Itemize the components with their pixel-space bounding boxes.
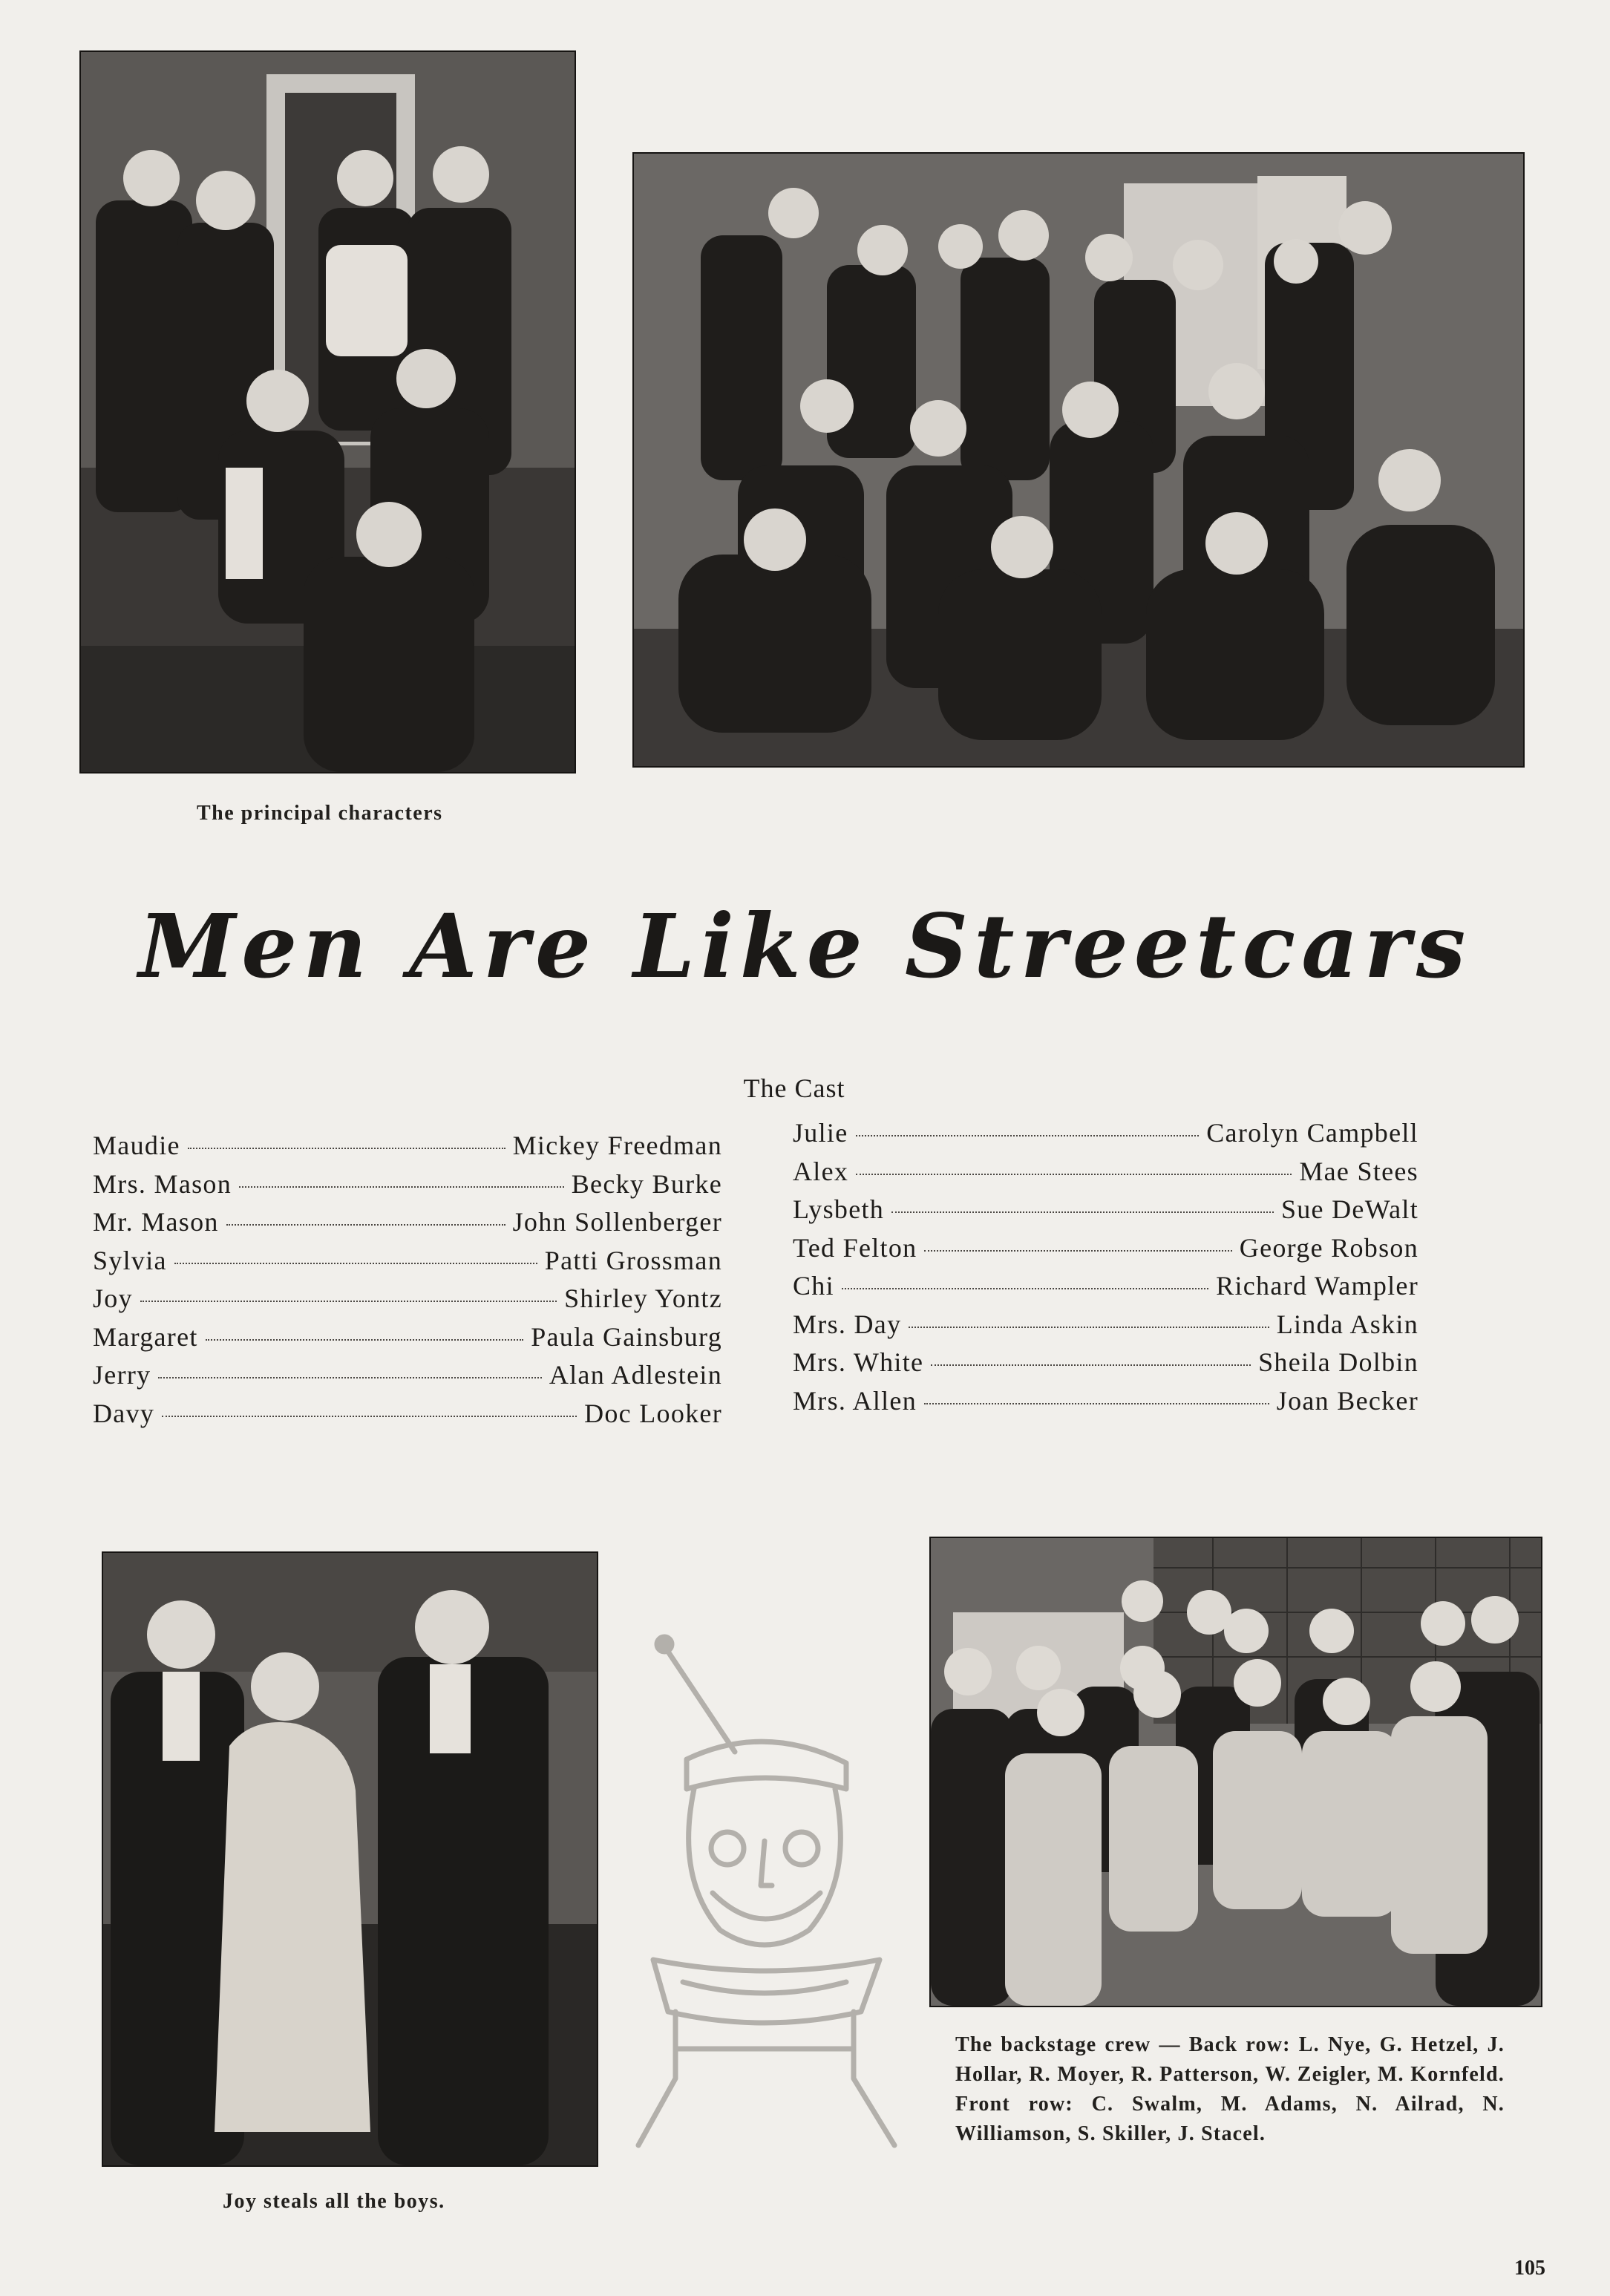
page-title: Men Are Like Streetcars bbox=[138, 894, 1472, 998]
caption-joy-steals-boys: Joy steals all the boys. bbox=[223, 2190, 445, 2213]
cast-row bbox=[793, 1156, 1418, 1194]
photo-backstage-crew-image bbox=[931, 1538, 1541, 2006]
dot-leader bbox=[891, 1211, 1274, 1213]
streetcar-mascot-drawing bbox=[624, 1633, 906, 2153]
cast-row bbox=[793, 1194, 1418, 1232]
cast-role: Jerry bbox=[93, 1360, 151, 1390]
cast-role: Maudie bbox=[93, 1131, 180, 1160]
cast-heading: The Cast bbox=[743, 1073, 845, 1103]
dot-leader bbox=[924, 1250, 1231, 1252]
photo-joy-image bbox=[103, 1553, 597, 2165]
cast-role: Mrs. Mason bbox=[93, 1168, 232, 1199]
cast-actor: Linda Askin bbox=[1276, 1309, 1418, 1339]
dot-leader bbox=[226, 1224, 505, 1226]
photo-principal-characters bbox=[79, 50, 576, 773]
cast-row bbox=[93, 1245, 722, 1283]
photo-joy-steals-boys bbox=[102, 1551, 598, 2167]
cast-actor: Doc Looker bbox=[584, 1398, 722, 1428]
cast-role: Mrs. Allen bbox=[793, 1385, 917, 1416]
dot-leader bbox=[239, 1186, 564, 1188]
cast-row bbox=[93, 1206, 722, 1245]
cast-row bbox=[93, 1283, 722, 1321]
cast-row bbox=[793, 1117, 1418, 1156]
cast-actor: Alan Adlestein bbox=[549, 1360, 722, 1390]
photo-cast-group-image bbox=[634, 154, 1523, 766]
cast-actor: Mickey Freedman bbox=[512, 1131, 722, 1160]
photo-cast-group bbox=[632, 152, 1525, 768]
page-number: 105 bbox=[1514, 2257, 1545, 2280]
cast-role: Mrs. Day bbox=[793, 1309, 902, 1339]
cast-role: Sylvia bbox=[93, 1245, 167, 1275]
cast-role: Chi bbox=[793, 1271, 834, 1301]
dot-leader bbox=[931, 1364, 1251, 1366]
cast-role: Davy bbox=[93, 1398, 155, 1428]
cast-row bbox=[793, 1270, 1418, 1309]
cast-actor: Shirley Yontz bbox=[564, 1283, 722, 1313]
cast-role: Lysbeth bbox=[793, 1194, 885, 1224]
cast-row bbox=[93, 1130, 722, 1168]
dot-leader bbox=[174, 1263, 537, 1264]
cast-list-left bbox=[93, 1130, 722, 1436]
cast-role: Alex bbox=[793, 1156, 849, 1186]
caption-principal-characters: The principal characters bbox=[197, 802, 443, 825]
dot-leader bbox=[924, 1403, 1269, 1404]
dot-leader bbox=[188, 1148, 505, 1149]
dot-leader bbox=[842, 1288, 1208, 1289]
caption-backstage-crew: The backstage crew — Back row: L. Nye, G. Hetzel, J. Hollar, R. Moyer, R. Patterson, W. Zeigler, M. Kornfeld. Front row: C. Swalm, M. Adams, N. Ailrad, N. Williamson, S. Skiller, J. Stacel. bbox=[955, 2033, 1505, 2145]
cast-actor: Joan Becker bbox=[1276, 1385, 1418, 1416]
cast-row bbox=[93, 1168, 722, 1207]
cast-role: Margaret bbox=[93, 1321, 198, 1352]
cast-actor: Patti Grossman bbox=[544, 1245, 722, 1275]
dot-leader bbox=[162, 1416, 577, 1417]
cast-row bbox=[93, 1359, 722, 1398]
cast-role: Mrs. White bbox=[793, 1347, 924, 1377]
cast-row bbox=[793, 1347, 1418, 1385]
cast-row bbox=[93, 1321, 722, 1360]
cast-row bbox=[793, 1385, 1418, 1424]
cast-actor: George Robson bbox=[1239, 1232, 1418, 1263]
dot-leader bbox=[909, 1327, 1269, 1328]
cast-list-right bbox=[793, 1117, 1418, 1423]
cast-row bbox=[793, 1309, 1418, 1347]
cast-role: Julie bbox=[793, 1118, 848, 1148]
cast-actor: Paula Gainsburg bbox=[531, 1321, 722, 1352]
cast-row bbox=[93, 1398, 722, 1436]
cast-actor: Becky Burke bbox=[571, 1168, 722, 1199]
cast-role: Joy bbox=[93, 1283, 133, 1313]
dot-leader bbox=[158, 1377, 541, 1378]
dot-leader bbox=[140, 1301, 557, 1302]
cast-actor: John Sollenberger bbox=[512, 1207, 722, 1237]
photo-backstage-crew bbox=[929, 1537, 1542, 2007]
cast-actor: Carolyn Campbell bbox=[1206, 1118, 1418, 1148]
cast-role: Ted Felton bbox=[793, 1232, 917, 1263]
photo-principal-characters-image bbox=[81, 52, 575, 772]
dot-leader bbox=[206, 1339, 524, 1341]
cast-row bbox=[793, 1232, 1418, 1271]
cast-actor: Sheila Dolbin bbox=[1258, 1347, 1418, 1377]
cast-actor: Sue DeWalt bbox=[1280, 1194, 1418, 1224]
cast-actor: Mae Stees bbox=[1299, 1156, 1418, 1186]
dot-leader bbox=[856, 1174, 1292, 1175]
dot-leader bbox=[856, 1135, 1200, 1136]
cast-role: Mr. Mason bbox=[93, 1207, 219, 1237]
cast-actor: Richard Wampler bbox=[1216, 1271, 1418, 1301]
